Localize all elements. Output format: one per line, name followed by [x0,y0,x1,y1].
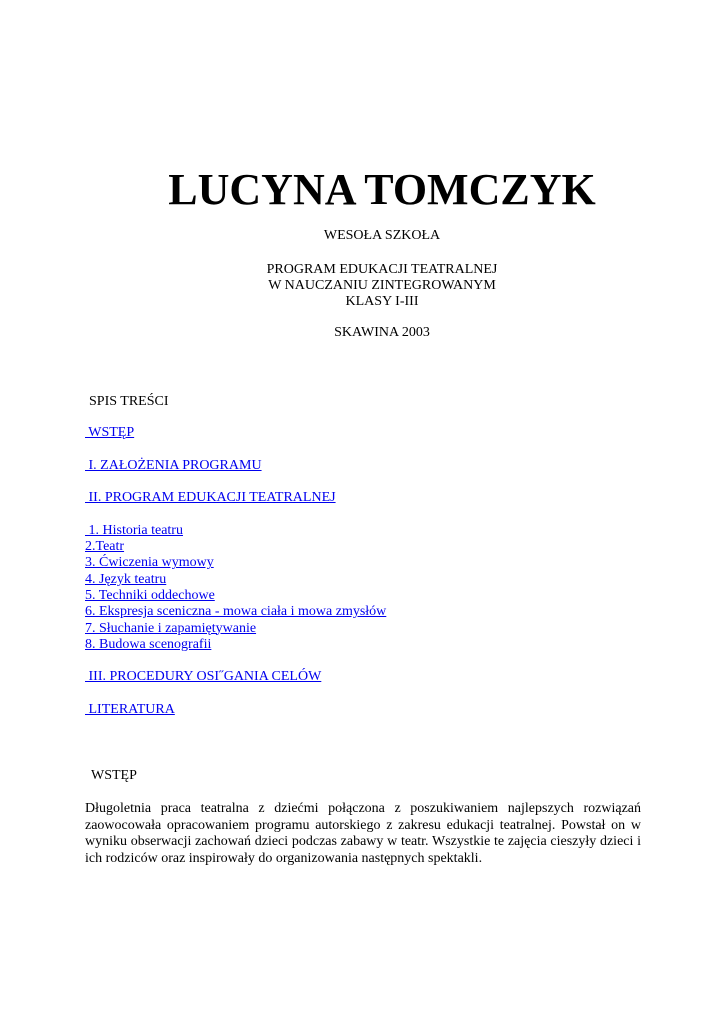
document-subtitle: WESOŁA SZKOŁA [323,228,441,243]
toc-link-part-2[interactable]: II. PROGRAM EDUKACJI TEATRALNEJ [85,490,336,506]
intro-paragraph: Długoletnia praca teatralna z dziećmi połączona z poszukiwaniem najlepszych rozwiązań zaowocowała opracowaniem programu autorskiego z zakresu edukacji teatralnej. Powstał on w wyniku obserwacji zachowań dzieci podczas zabawy w teatr. Wszystkie te zajęcia cieszyły dzieci i ich rodziców oraz inspirowały do organizowania następnych spektakli. [85,801,641,866]
program-line: KLASY I-III [345,294,419,309]
toc-link-subsection[interactable]: 3. Ćwiczenia wymowy [85,555,214,571]
toc-link-subsection[interactable]: 2.Teatr [85,539,125,555]
toc-heading: SPIS TREŚCI [89,394,169,409]
toc-link-subsection[interactable]: 1. Historia teatru [85,522,183,538]
toc-link-literature[interactable]: LITERATURA [85,702,175,718]
toc-link-subsection[interactable]: 7. Słuchanie i zapamiętywanie [85,620,257,636]
program-line: PROGRAM EDUKACJI TEATRALNEJ [266,262,498,277]
toc-link-subsection[interactable]: 5. Techniki oddechowe [85,587,215,603]
toc-link-subsection[interactable]: 4. Język teatru [85,571,167,587]
toc-link-subsection[interactable]: 6. Ekspresja sceniczna - mowa ciała i mowa zmysłów [85,604,387,620]
toc-link-part-3[interactable]: III. PROCEDURY OSI˝GANIA CELÓW [85,669,322,685]
table-of-contents [85,425,386,718]
toc-link-subsection[interactable]: 8. Budowa scenografii [85,636,212,652]
toc-link-part-1[interactable]: I. ZAŁOŻENIA PROGRAMU [85,457,262,473]
section-heading-intro: WSTĘP [91,768,137,783]
program-title [0,262,724,310]
author-title: LUCYNA TOMCZYK [168,165,596,214]
place-year: SKAWINA 2003 [334,325,430,340]
toc-link-intro[interactable]: WSTĘP [85,425,135,440]
program-line: W NAUCZANIU ZINTEGROWANYM [268,278,496,293]
